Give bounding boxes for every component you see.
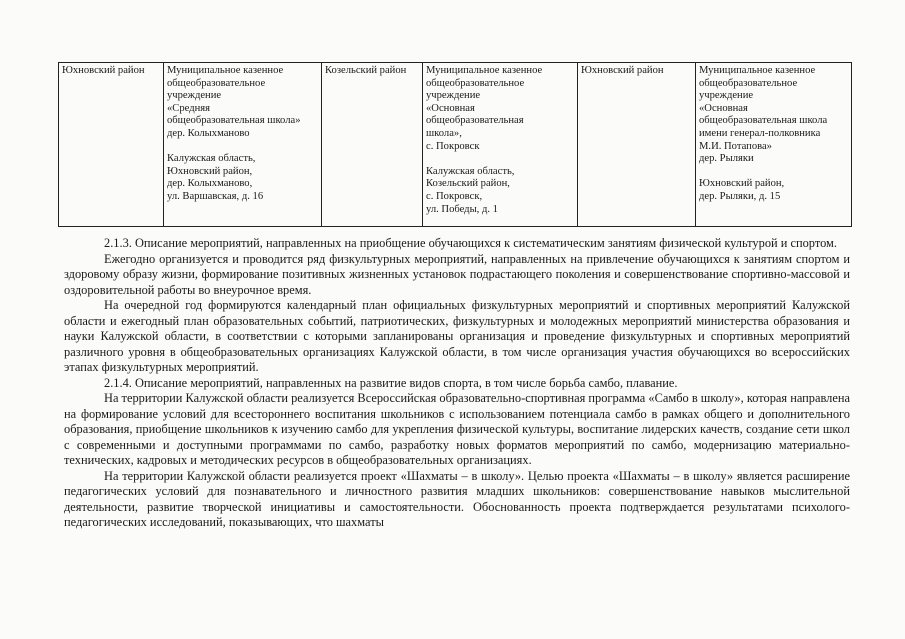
table-cell <box>578 63 696 227</box>
cell-line: «Основная <box>426 102 475 114</box>
section-2-1-3-heading: 2.1.3. Описание мероприятий, направленных на приобщение обучающихся к систематическим занятиям физической культурой и спортом. <box>104 236 837 250</box>
cell-line: учреждение <box>699 90 754 102</box>
cell-spacer <box>426 153 574 166</box>
paragraph-sambo-program: На территории Калужской области реализуется Всероссийская образовательно-спортивная программа «Самбо в школу», которая направлена на формирование условий для всестороннего воспитания школьников с использованием потенциала самбо в рамках общего и дополнительного образования, приобщение школьников к изучению самбо для укрепления физической культуры, воспитание лидерских качеств, создание сети школ с современными и доступными программами по самбо, разработку новых форматов мероприятий по самбо, модернизацию материально-технических, кадровых и методических ресурсов в общеобразовательных организациях. <box>64 391 850 467</box>
cell-line: Козельский район, <box>426 178 510 190</box>
cell-line: учреждение <box>426 90 481 102</box>
cell-line: школа», <box>426 127 462 139</box>
cell-line: Юхновский район <box>581 65 664 76</box>
cell-line: Муниципальное казенное <box>699 65 816 76</box>
cell-line: Калужская область, <box>426 165 515 177</box>
cell-line: общеобразовательное <box>167 77 266 89</box>
cell-line: «Средняя <box>167 102 211 114</box>
cell-line: Юхновский район, <box>167 165 253 177</box>
cell-line: Муниципальное казенное <box>426 65 543 76</box>
cell-spacer <box>699 166 848 179</box>
cell-line: общеобразовательная школа» <box>167 115 301 127</box>
cell-line: с. Покровск, <box>426 190 483 202</box>
body-text <box>64 236 850 531</box>
schools-table <box>58 62 852 227</box>
paragraph-annual-events: Ежегодно организуется и проводится ряд физкультурных мероприятий, направленных на привлечение обучающихся к занятиям спортом и здоровому образу жизни, формирование позитивных жизненных установок подрастающего поколения и совершенствование спортивно-массовой и оздоровительной работы во внеурочное время. <box>64 251 850 297</box>
table-row <box>59 63 852 227</box>
cell-line: Юхновский район <box>62 65 145 76</box>
cell-line: ул. Победы, д. 1 <box>426 203 498 215</box>
cell-line: имени генерал-полковника <box>699 127 821 139</box>
cell-line: Юхновский район, <box>699 178 785 190</box>
cell-line: общеобразовательная школа <box>699 115 828 127</box>
cell-line: Козельский район <box>325 65 407 76</box>
cell-line: М.И. Потапова» <box>699 140 772 152</box>
cell-line: общеобразовательное <box>426 77 525 89</box>
table-cell <box>322 63 423 227</box>
schools-table-body <box>59 63 852 227</box>
table-cell <box>696 63 852 227</box>
cell-line: дер. Колыхманово <box>167 127 250 139</box>
cell-line: дер. Рыляки, д. 15 <box>699 190 781 202</box>
cell-line: общеобразовательная <box>426 115 524 127</box>
cell-line: «Основная <box>699 102 748 114</box>
cell-line: дер. Рыляки <box>699 153 754 165</box>
cell-line: с. Покровск <box>426 140 480 152</box>
cell-line: ул. Варшавская, д. 16 <box>167 190 264 202</box>
cell-spacer <box>167 141 318 154</box>
cell-line: Муниципальное казенное <box>167 65 284 76</box>
paragraph-chess-project: На территории Калужской области реализуется проект «Шахматы – в школу». Целью проекта «Шахматы – в школу» является расширение педагогических условий для познавательного и личностного развития младших школьников: совершенствование навыков мыслительной деятельности, развитие творческой инициативы и самостоятельности. Обоснованность проекта подтверждается результатами психолого-педагогических исследований, показывающих, что шахматы <box>64 468 850 529</box>
cell-line: Калужская область, <box>167 153 256 165</box>
table-cell <box>423 63 578 227</box>
section-2-1-4-heading: 2.1.4. Описание мероприятий, направленных на развитие видов спорта, в том числе борьба самбо, плавание. <box>104 375 678 390</box>
table-cell <box>59 63 164 227</box>
cell-line: учреждение <box>167 90 222 102</box>
paragraph-calendar-plan: На очередной год формируются календарный план официальных физкультурных мероприятий и спортивных мероприятий Калужской области и ежегодный план образовательных событий, патриотических, физкультурных и молодежных мероприятий министерства образования и науки Калужской области, в соответствии с которыми запланированы организация и проведение физкультурных и спортивных мероприятий различного уровня в общеобразовательных организациях Калужской области, в том числе организация участия обучающихся во всероссийских этапах физкультурных мероприятий. <box>64 298 850 374</box>
cell-line: общеобразовательное <box>699 77 798 89</box>
cell-line: дер. Колыхманово, <box>167 178 253 190</box>
table-cell <box>164 63 322 227</box>
